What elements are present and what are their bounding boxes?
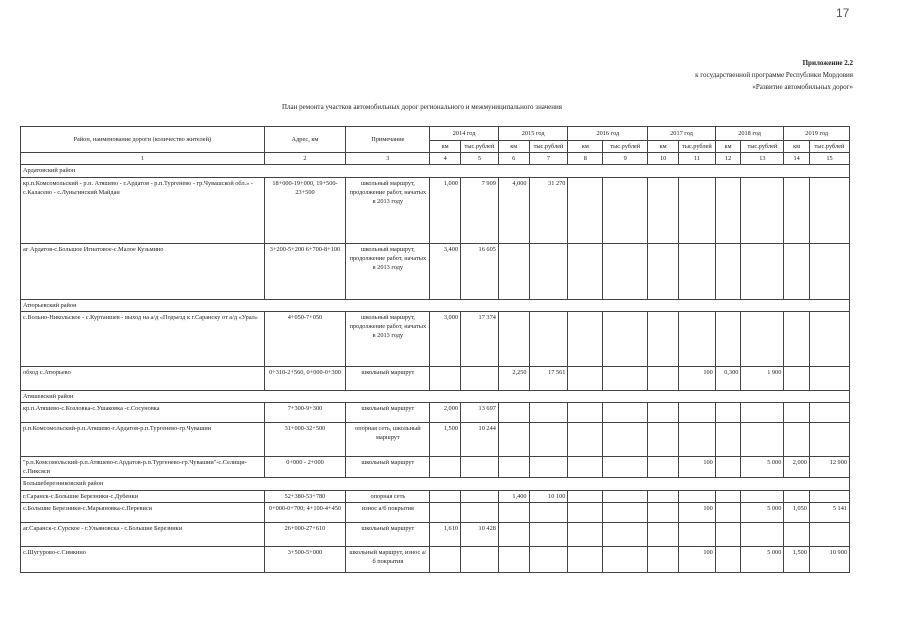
value-rub: 100 (678, 457, 715, 478)
value-rub (809, 423, 849, 457)
value-rub: 12 900 (809, 457, 849, 478)
repair-plan-table (20, 126, 850, 573)
road-address: 0+000-0+700; 4+100-4+450 (264, 502, 346, 522)
value-rub: 17 561 (529, 366, 568, 390)
value-rub (741, 522, 784, 546)
value-km (498, 522, 529, 546)
value-km (568, 403, 603, 423)
value-km (430, 457, 461, 478)
value-rub (603, 366, 648, 390)
value-km (715, 502, 741, 522)
header-year: 2017 год (648, 127, 716, 141)
value-rub (809, 490, 849, 502)
value-rub: 100 (678, 366, 715, 390)
road-name: аг Ардатов-с.Большое Игнатовое-с.Малое Кузьмино (21, 243, 265, 299)
value-rub: 10 244 (461, 423, 499, 457)
road-address: 0+310-2+560, 0+000-0+300 (264, 366, 346, 390)
value-km (648, 490, 679, 502)
header-year: 2015 год (498, 127, 568, 141)
column-number: 12 (715, 153, 741, 165)
value-rub (809, 522, 849, 546)
header-km: км (498, 141, 529, 153)
value-km (784, 403, 810, 423)
value-rub (809, 403, 849, 423)
value-km (648, 311, 679, 366)
value-km: 4,000 (498, 177, 529, 243)
value-rub: 31 270 (529, 177, 568, 243)
value-rub (678, 423, 715, 457)
value-rub (461, 502, 499, 522)
road-note: школьный маршрут (346, 457, 430, 478)
column-number: 13 (741, 153, 784, 165)
value-km: 1,000 (430, 177, 461, 243)
value-km (498, 502, 529, 522)
value-km (568, 243, 603, 299)
value-km (568, 423, 603, 457)
table-row (21, 366, 850, 390)
column-number: 2 (264, 153, 346, 165)
district-row (21, 390, 850, 402)
value-km (715, 423, 741, 457)
header-rub: тыс.рублей (809, 141, 849, 153)
value-rub (529, 311, 568, 366)
value-rub (741, 490, 784, 502)
value-km: 3,400 (430, 243, 461, 299)
value-rub: 5 000 (741, 546, 784, 572)
value-rub (678, 522, 715, 546)
road-name: с.Шугурово-с.Симкино (21, 546, 265, 572)
road-address: 18+000-19+000, 19+500-23+500 (264, 177, 346, 243)
road-note: опорная сеть, школьный маршрут (346, 423, 430, 457)
value-km (715, 243, 741, 299)
road-name: с.Большие Березники-с.Марьяновка-с.Перевиси (21, 502, 265, 522)
value-rub (678, 311, 715, 366)
header-km: км (430, 141, 461, 153)
value-km (498, 457, 529, 478)
value-rub (603, 546, 648, 572)
road-note: школьный маршрут (346, 403, 430, 423)
plan-title: План ремонта участков автомобильных дорог регионального и межмуниципального значения (282, 103, 562, 111)
value-km (498, 243, 529, 299)
value-km: 1,400 (498, 490, 529, 502)
value-rub: 5 000 (741, 502, 784, 522)
district-row (21, 165, 850, 177)
value-km (715, 490, 741, 502)
value-km (430, 502, 461, 522)
value-km (568, 522, 603, 546)
road-note: школьный маршрут (346, 522, 430, 546)
table-row (21, 243, 850, 299)
value-km (648, 243, 679, 299)
value-rub (678, 177, 715, 243)
road-address: 3+500-5+000 (264, 546, 346, 572)
page-number: 17 (836, 6, 850, 20)
road-note: школьный маршрут, износ а/б покрытия (346, 546, 430, 572)
value-rub (678, 243, 715, 299)
value-km (715, 177, 741, 243)
value-km (648, 546, 679, 572)
value-rub: 17 374 (461, 311, 499, 366)
value-rub (741, 403, 784, 423)
road-note: опорная сеть (346, 490, 430, 502)
road-name: обход с.Атюрьево (21, 366, 265, 390)
value-rub (529, 403, 568, 423)
value-km (498, 423, 529, 457)
road-name: аг.Саранск-с.Сурское - г.Ульяновска - с.Большие Березники (21, 522, 265, 546)
road-address: 31+000-32+500 (264, 423, 346, 457)
road-note: школьный маршрут, продолжение работ, начатых в 2013 году (346, 243, 430, 299)
value-km (648, 457, 679, 478)
header-year: 2019 год (784, 127, 850, 141)
appendix-title: Приложение 2.2 (802, 59, 853, 67)
table-row (21, 490, 850, 502)
value-rub (741, 177, 784, 243)
value-km: 1,050 (784, 502, 810, 522)
value-km (430, 546, 461, 572)
header-year: 2014 год (430, 127, 499, 141)
column-number: 15 (809, 153, 849, 165)
value-km (784, 366, 810, 390)
column-number: 3 (346, 153, 430, 165)
value-km (568, 490, 603, 502)
value-rub (529, 457, 568, 478)
value-km: 1,500 (784, 546, 810, 572)
header-address: Адрес, км (264, 127, 346, 153)
value-rub: 100 (678, 502, 715, 522)
road-address: 26+000-27+610 (264, 522, 346, 546)
value-rub (741, 311, 784, 366)
appendix-line: «Развитие автомобильных дорог» (752, 83, 853, 91)
value-km (568, 311, 603, 366)
value-rub (603, 457, 648, 478)
value-rub (603, 403, 648, 423)
value-km (648, 423, 679, 457)
header-rub: тыс.рублей (678, 141, 715, 153)
value-km (648, 403, 679, 423)
district-name: Атяшевский район (21, 390, 850, 402)
value-rub: 13 697 (461, 403, 499, 423)
road-note: школьный маршрут, продолжение работ, начатых в 2013 году (346, 177, 430, 243)
value-km (715, 311, 741, 366)
value-km (784, 490, 810, 502)
value-km (648, 522, 679, 546)
header-note: Примечание (346, 127, 430, 153)
value-rub: 1 900 (741, 366, 784, 390)
column-number: 14 (784, 153, 810, 165)
value-km: 2,000 (430, 403, 461, 423)
value-km (648, 502, 679, 522)
column-number: 8 (568, 153, 603, 165)
column-number: 1 (21, 153, 265, 165)
header-rub: тыс.рублей (461, 141, 499, 153)
value-rub (809, 177, 849, 243)
value-rub (809, 311, 849, 366)
road-name: с.Вольно-Никольское - с.Куртаншев - выход на а/д «Подъезд к г.Саранску от а/д «Урал» (21, 311, 265, 366)
header-km: км (715, 141, 741, 153)
value-km (715, 522, 741, 546)
district-name: Большеберезниковский район (21, 478, 850, 490)
column-number: 4 (430, 153, 461, 165)
value-km (430, 490, 461, 502)
header-district: Район, наименование дороги (количество жителей) (21, 127, 265, 153)
column-number: 5 (461, 153, 499, 165)
value-km (648, 366, 679, 390)
value-km: 0,300 (715, 366, 741, 390)
column-number: 10 (648, 153, 679, 165)
value-km (498, 546, 529, 572)
value-rub: 5 000 (741, 457, 784, 478)
value-km: 1,500 (430, 423, 461, 457)
table-row (21, 457, 850, 478)
appendix-line: к государственной программе Республики Мордовия (695, 71, 853, 79)
road-name: кр.п.Атяшево-с.Козловка-с.Ушаковка -с.Сосуновка (21, 403, 265, 423)
value-rub (461, 457, 499, 478)
value-rub: 16 605 (461, 243, 499, 299)
road-name: р.п.Комсомольский-р.п.Атяшево-г.Ардатов-р.п.Тургенево-гр.Чувашии (21, 423, 265, 457)
road-address: 52+380-53+780 (264, 490, 346, 502)
value-rub (741, 243, 784, 299)
road-address: 7+300-9+300 (264, 403, 346, 423)
value-km (430, 366, 461, 390)
road-address: 4+050-7+050 (264, 311, 346, 366)
value-rub (603, 502, 648, 522)
value-km (784, 423, 810, 457)
value-km (784, 243, 810, 299)
value-rub (461, 490, 499, 502)
table-row (21, 403, 850, 423)
header-km: км (648, 141, 679, 153)
road-address: 3+200-5+200 6+700-8+100 (264, 243, 346, 299)
value-rub (603, 243, 648, 299)
road-name: г.Саранск-с.Большие Березники-с.Дубенки (21, 490, 265, 502)
district-row (21, 299, 850, 311)
value-rub (603, 490, 648, 502)
road-address: 0+000 - 2+000 (264, 457, 346, 478)
value-km (568, 366, 603, 390)
value-rub: 5 141 (809, 502, 849, 522)
road-name: кр.п.Комсомольский - р.п. Атяшево - г.Ардатов - р.п.Тургенево - гр.Чувашской обл.» - с.Каласево - с.Луньгинский Майдан (21, 177, 265, 243)
value-rub (529, 502, 568, 522)
value-rub (809, 366, 849, 390)
value-rub: 100 (678, 546, 715, 572)
value-km (784, 311, 810, 366)
value-rub: 10 900 (809, 546, 849, 572)
district-name: Атюрьевский район (21, 299, 850, 311)
column-number: 6 (498, 153, 529, 165)
value-km: 2,250 (498, 366, 529, 390)
value-km (568, 546, 603, 572)
value-rub (678, 403, 715, 423)
value-rub (603, 423, 648, 457)
road-note: износ а/б покрытия (346, 502, 430, 522)
value-km (715, 403, 741, 423)
road-name: "р.п.Комсомольский-р.п.Атяшево-г.Ардатов-р.п.Тургенево-гр.Чувашии"-с.Селищи-с.Пиксяси (21, 457, 265, 478)
table-row (21, 423, 850, 457)
value-rub: 10 100 (529, 490, 568, 502)
table-row (21, 177, 850, 243)
value-rub: 10 428 (461, 522, 499, 546)
value-rub (603, 522, 648, 546)
header-rub: тыс.рублей (741, 141, 784, 153)
header-year: 2018 год (715, 127, 784, 141)
value-km: 2,000 (784, 457, 810, 478)
value-rub (603, 311, 648, 366)
value-rub: 7 909 (461, 177, 499, 243)
value-rub (529, 423, 568, 457)
value-km (568, 457, 603, 478)
table-row (21, 311, 850, 366)
header-km: км (784, 141, 810, 153)
value-rub (529, 522, 568, 546)
header-year: 2016 год (568, 127, 648, 141)
appendix-block (695, 57, 853, 93)
value-rub (461, 366, 499, 390)
district-row (21, 478, 850, 490)
value-km (568, 502, 603, 522)
value-rub (741, 423, 784, 457)
value-km (715, 457, 741, 478)
table-row (21, 546, 850, 572)
value-rub (603, 177, 648, 243)
road-note: школьный маршрут (346, 366, 430, 390)
value-km (784, 177, 810, 243)
value-km (568, 177, 603, 243)
value-km: 3,000 (430, 311, 461, 366)
value-km (715, 546, 741, 572)
table-row (21, 502, 850, 522)
header-rub: тыс.рублей (603, 141, 648, 153)
column-number: 7 (529, 153, 568, 165)
road-note: школьный маршрут, продолжение работ, начатых в 2013 году (346, 311, 430, 366)
header-rub: тыс.рублей (529, 141, 568, 153)
column-number: 11 (678, 153, 715, 165)
column-number: 9 (603, 153, 648, 165)
value-rub (678, 490, 715, 502)
value-rub (529, 546, 568, 572)
value-km (498, 403, 529, 423)
value-km (784, 522, 810, 546)
value-km: 1,610 (430, 522, 461, 546)
district-name: Ардатовский район (21, 165, 850, 177)
value-rub (461, 546, 499, 572)
value-km (498, 311, 529, 366)
value-rub (529, 243, 568, 299)
value-rub (809, 243, 849, 299)
table-row (21, 522, 850, 546)
value-km (648, 177, 679, 243)
header-km: км (568, 141, 603, 153)
